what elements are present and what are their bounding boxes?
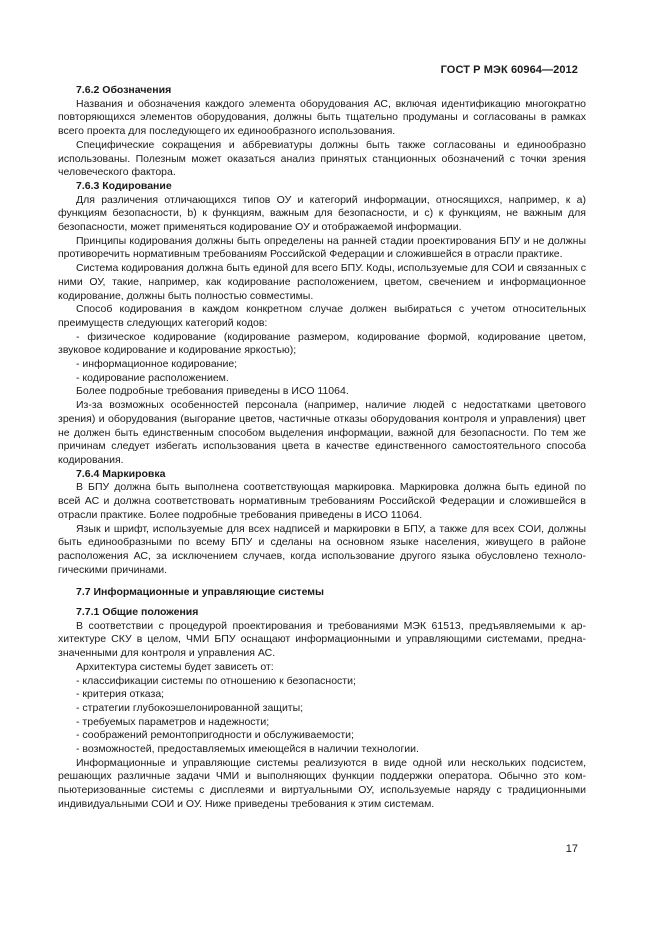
section-heading-7-6-2: 7.6.2 Обозначения (76, 84, 172, 96)
paragraph: Информационные и управляющие системы реализуются в виде одной или нескольких подсистем, решающих различные задачи ЧМИ и выполняющих функции поддержки оператора. Обычно это компьютеризованные системы с дисплеями и виртуальными ОУ, используемые наряду с традиционными индивидуальными СОИ и ОУ. Ниже приведены требования к этим системам. (58, 756, 586, 810)
paragraph: Система кодирования должна быть единой для всего БПУ. Коды, используемые для СОИ и связанных с ними ОУ, такие, например, как кодирование расположением, цветом, свечением и информационное кодирование, должны быть полностью совместимы. (58, 262, 586, 302)
list-item: - требуемых параметров и надежности; (76, 715, 270, 728)
paragraph: Для различения отличающихся типов ОУ и категорий информации, относящихся, например, к а) функциям безопасности, b) к функциям, важным для безопасности, и c) к функциям, не важным для безопасности, может применяться кодирование ОУ и отображаемой информации. (58, 193, 586, 234)
page-body (58, 84, 586, 812)
list-item: - информационное кодирование; (76, 358, 238, 371)
section-heading-7-7: 7.7 Информационные и управляющие системы (76, 586, 325, 599)
paragraph: Способ кодирования в каждом конкретном случае должен выбираться с учетом относительных преимуществ следующих категорий кодов: (58, 303, 586, 329)
paragraph: Язык и шрифт, используемые для всех надписей и маркировки в БПУ, а также для всех СОИ, должны быть единообразными по всему БПУ и сделаны на основном языке населения, живущего в районе расположения АС, за исключением случаев, когда использование другого языка обусловлено технологическими причинами. (58, 522, 586, 576)
list-item: - стратегии глубокоэшелонированной защиты; (76, 701, 304, 714)
list-item: - соображений ремонтопригодности и обслуживаемости; (76, 729, 354, 742)
paragraph: Принципы кодирования должны быть определены на ранней стадии проектирования БПУ и не должны противоречить нормативным требованиям Российской Федерации и сложившейся в отрасли практике. (58, 234, 586, 261)
paragraph: Названия и обозначения каждого элемента оборудования АС, включая идентификацию многократно повторяющихся элементов оборудования, должны быть тщательно продуманы и согласованы в рамках всего проекта для последующего их единообразного использования. (58, 97, 586, 138)
paragraph: Более подробные требования приведены в ИСО 11064. (76, 385, 349, 398)
paragraph: В БПУ должна быть выполнена соответствующая маркировка. Маркировка должна быть единой по всей АС и должна соответствовать нормативным требованиям Российской Федерации и сложившейся в отрасли практике. Более подробные требования приведены в ИСО 11064. (58, 481, 586, 521)
paragraph: В соответствии с процедурой проектирования и требованиями МЭК 61513, предъявляемыми к архитектуре СКУ в целом, ЧМИ БПУ оснащают информационными и управляющими системами, предназначенными для контроля и управления АС. (58, 619, 586, 660)
list-item: - возможностей, предоставляемых имеющейся в наличии технологии. (76, 743, 419, 756)
paragraph: Специфические сокращения и аббревиатуры должны быть также согласованы и единообразно использованы. Полезным может оказаться анализ принятых станционных обозначений с точки зрения человеческого фактора. (58, 138, 586, 179)
section-heading-7-7-1: 7.7.1 Общие положения (76, 606, 199, 619)
list-item: - кодирование расположением. (76, 371, 229, 384)
paragraph: Из-за возможных особенностей персонала (например, наличие людей с недостатками цветового зрения) и оборудования (выгорание цветов, частичные отказы оборудования контроля и управления) цвет не должен быть единственным способом выделения информации, важной для безопасности. По тем же причинам следует избегать использования цвета в качестве единственного самостоятельного способа кодирования. (58, 399, 586, 466)
paragraph: Архитектура системы будет зависеть от: (76, 660, 274, 673)
list-item: - физическое кодирование (кодирование размером, кодирование формой, кодирование цветом, звуковое кодирование и кодирование яркостью); (58, 330, 586, 357)
standard-header: ГОСТ Р МЭК 60964—2012 (440, 64, 578, 76)
list-item: - классификации системы по отношению к безопасности; (76, 674, 356, 687)
section-heading-7-6-4: 7.6.4 Маркировка (76, 467, 166, 480)
section-heading-7-6-3: 7.6.3 Кодирование (76, 179, 172, 192)
list-item: - критерия отказа; (76, 688, 165, 701)
page-number: 17 (565, 843, 578, 855)
